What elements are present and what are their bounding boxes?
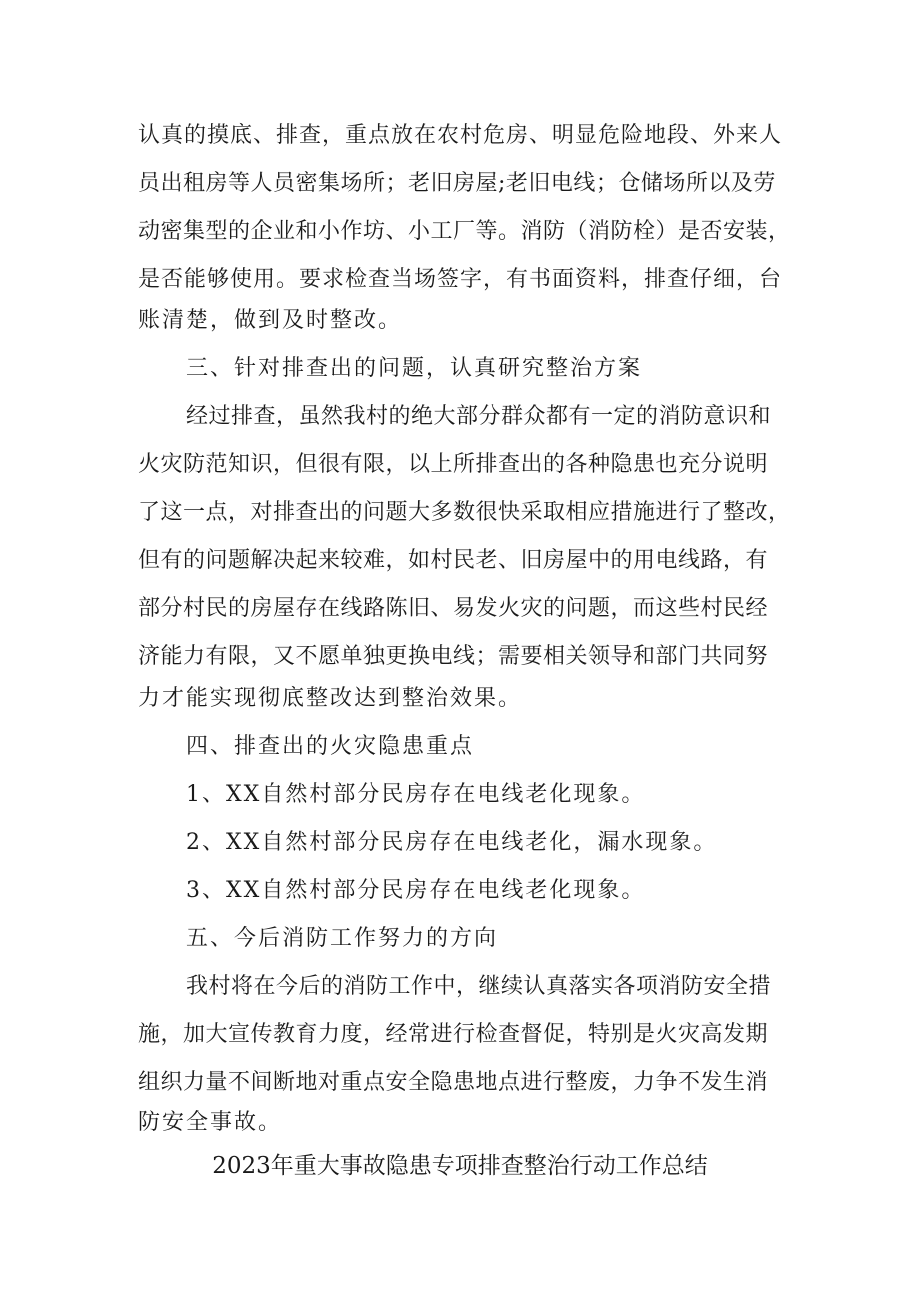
paragraph-line: 经过排查，虽然我村的绝大部分群众都有一定的消防意识和 — [186, 404, 772, 429]
paragraph-line: 火灾防范知识，但很有限，以上所排查出的各种隐患也充分说明 — [138, 452, 769, 477]
paragraph-line: 了这一点，对排查出的问题大多数很快采取相应措施进行了整改， — [138, 500, 791, 525]
paragraph-line: 动密集型的企业和小作坊、小工厂等。消防（消防栓）是否安装， — [138, 219, 791, 244]
paragraph-line: 济能力有限，又不愿单独更换电线；需要相关领导和部门共同努 — [138, 644, 769, 669]
paragraph-line: 力才能实现彻底整改达到整治效果。 — [138, 686, 523, 711]
paragraph-line: 员出租房等人员密集场所；老旧房屋;老旧电线；仓储场所以及劳 — [138, 171, 776, 196]
paragraph-line: 账清楚，做到及时整改。 — [138, 308, 403, 333]
paragraph-line: 是否能够使用。要求检查当场签字，有书面资料，排查仔细，台 — [138, 267, 783, 292]
paragraph-line: 但有的问题解决起来较难，如村民老、旧房屋中的用电线路，有 — [138, 548, 769, 573]
list-item: 3、XX自然村部分民房存在电线老化现象。 — [186, 878, 646, 903]
paragraph-line: 我村将在今后的消防工作中，继续认真落实各项消防安全措 — [186, 974, 772, 999]
document-title: 2023年重大事故隐患专项排查整治行动工作总结 — [212, 1153, 708, 1179]
paragraph-line: 部分村民的房屋存在线路陈旧、易发火灾的问题，而这些村民经 — [138, 596, 769, 621]
paragraph-line: 施，加大宣传教育力度，经常进行检查督促，特别是火灾高发期 — [138, 1022, 769, 1047]
paragraph-line: 认真的摸底、排查，重点放在农村危房、明显危险地段、外来人 — [138, 123, 783, 148]
section-heading: 四、排查出的火灾隐患重点 — [186, 734, 475, 759]
section-heading: 五、今后消防工作努力的方向 — [186, 926, 499, 951]
list-item: 1、XX自然村部分民房存在电线老化现象。 — [186, 782, 646, 807]
paragraph-line: 组织力量不间断地对重点安全隐患地点进行整废，力争不发生消 — [138, 1070, 769, 1095]
list-item: 2、XX自然村部分民房存在电线老化，漏水现象。 — [186, 830, 718, 855]
paragraph-line: 防安全事故。 — [138, 1110, 283, 1135]
section-heading: 三、针对排查出的问题，认真研究整治方案 — [186, 356, 643, 381]
